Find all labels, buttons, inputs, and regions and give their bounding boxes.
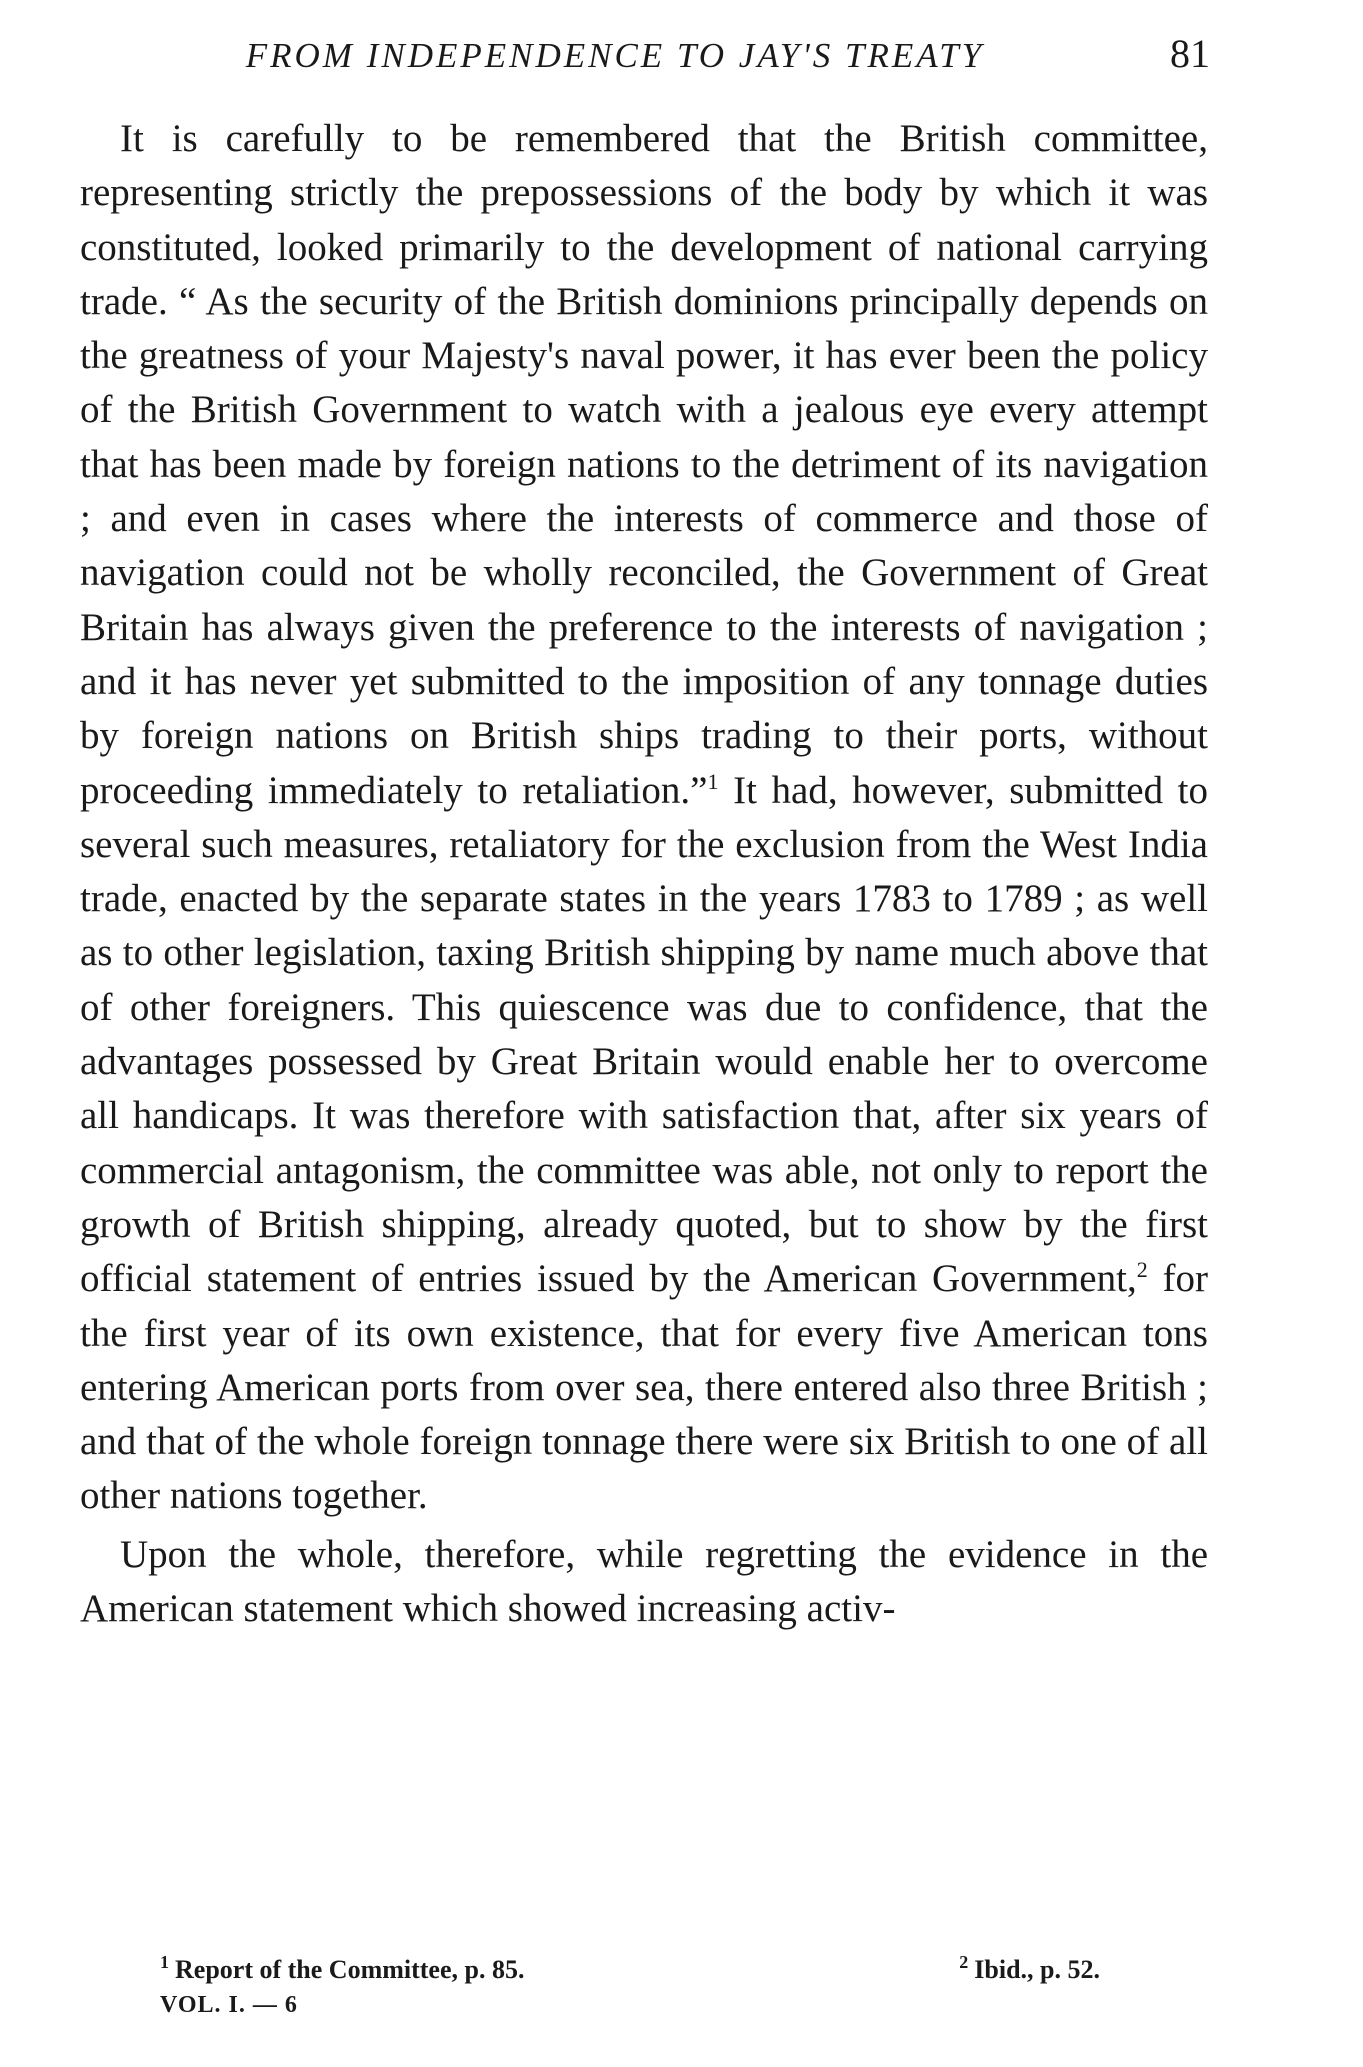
- paragraph-1-part-c: for the first year of its own existence, that for every five American tons entering American ports from over sea, there entered also three British ; and that of the whole foreign tonnage there were six British to one of all other nations together.: [80, 1257, 1208, 1518]
- footnote-2-text: Ibid., p. 52.: [974, 1955, 1100, 1984]
- footnote-1-number: 1: [160, 1952, 169, 1973]
- footnote-1: [160, 1952, 524, 1988]
- footnote-2-number: 2: [959, 1952, 969, 1973]
- footnote-ref-1: 1: [707, 768, 719, 794]
- paragraph-2: Upon the whole, therefore, while regretting the evidence in the American statement which showed increasing activ-: [80, 1532, 1208, 1631]
- running-head-title: FROM INDEPENDENCE TO JAY'S TREATY: [245, 36, 985, 75]
- page-header: [80, 30, 1210, 80]
- footnote-row: [160, 1952, 1140, 1988]
- paragraph-1-part-a: It is carefully to be remembered that the British committee, representing strictly the prepossessions of the body by which it was constituted, looked primarily to the development of national carrying trade. “ As the security of the British dominions principally depends on the greatness of your Majesty's naval power, it has ever been the policy of the British Government to watch with a jealous eye every attempt that has been made by foreign nations to the detriment of its navigation ; and even in cases where the interests of commerce and those of navigation could not be wholly reconciled, the Government of Great Britain has always given the preference to the interests of navigation ; and it has never yet submitted to the imposition of any tonnage duties by foreign nations on British ships trading to their ports, without proceeding immediately to retaliation.”: [80, 117, 1208, 812]
- footnote-ref-2: 2: [1136, 1257, 1148, 1283]
- page-number: 81: [1170, 31, 1210, 76]
- footnote-2: [959, 1952, 1100, 1988]
- footnotes: [160, 1952, 1140, 2022]
- body-text: [80, 112, 1208, 1636]
- paragraph-1-part-b: It had, however, submitted to several such measures, retaliatory for the exclusion from the West India trade, enacted by the separate states in the years 1783 to 1789 ; as well as to other legislation, taxing British shipping by name much above that of other foreigners. This quiescence was due to confidence, that the advantages possessed by Great Britain would enable her to overcome all handicaps. It was therefore with satisfaction that, after six years of commercial antagonism, the committee was able, not only to report the growth of British shipping, already quoted, but to show by the first official statement of entries issued by the American Government,: [80, 768, 1209, 1301]
- signature-mark: VOL. I. — 6: [160, 1992, 298, 2018]
- paragraph-1: [80, 112, 1208, 1524]
- footnote-1-text: Report of the Committee, p. 85.: [175, 1955, 525, 1984]
